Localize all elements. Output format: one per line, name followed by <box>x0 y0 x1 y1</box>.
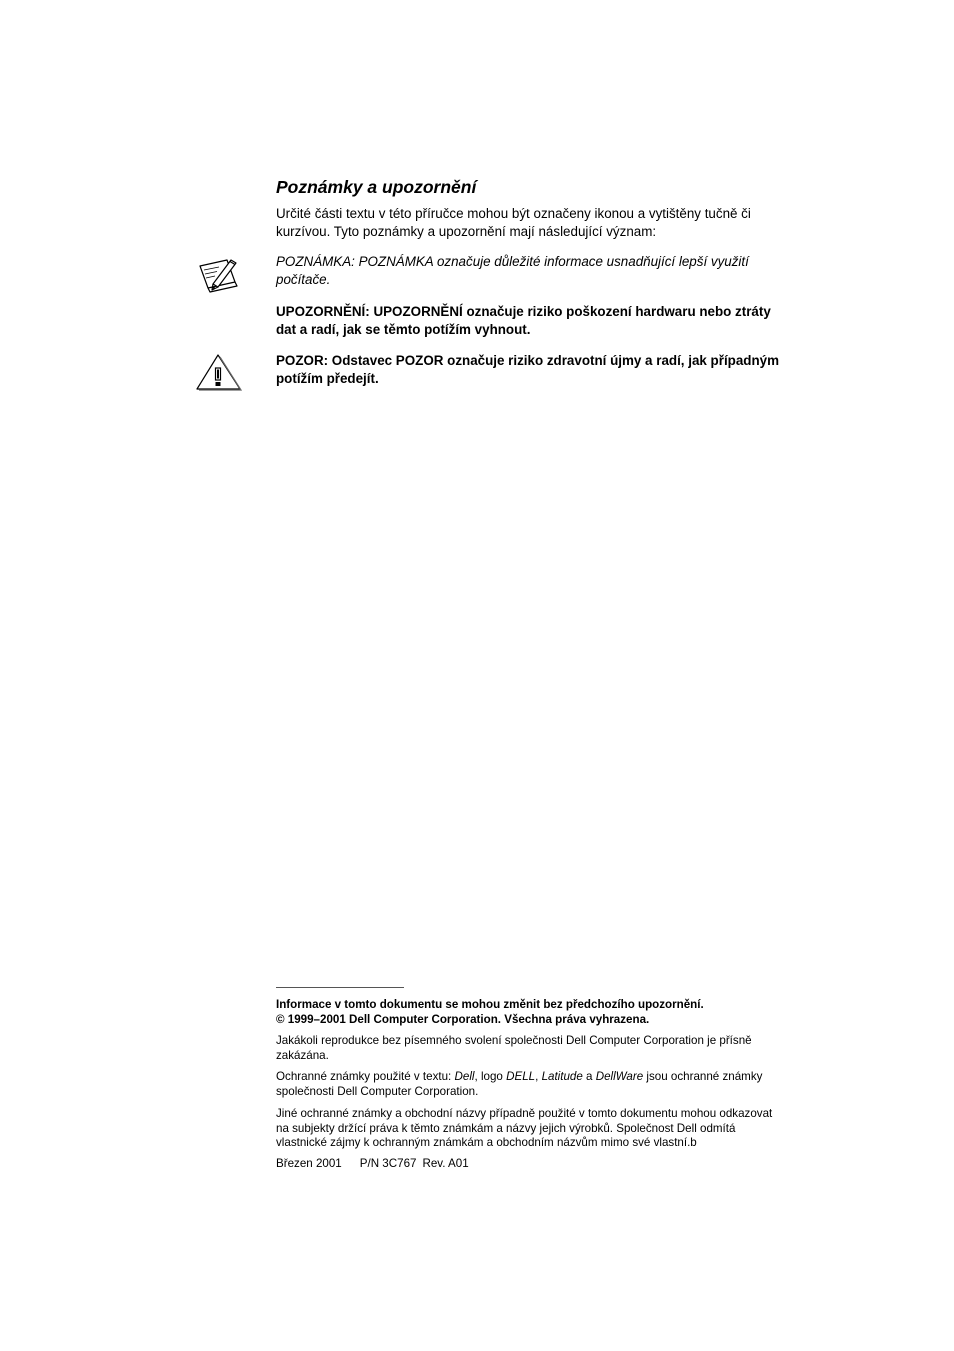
caution-line-1: POZOR: Odstavec POZOR označuje riziko zdravotní újmy a radí, jak případným <box>276 353 780 368</box>
caution-paragraph <box>276 352 824 388</box>
other-line-2: na subjekty držící práva k těmto známkám a názvy jejich výrobků. Společnost Dell odmítá <box>276 1121 736 1135</box>
trademarks-sep-2: , <box>535 1070 542 1083</box>
trademark-latitude: Latitude <box>541 1070 583 1083</box>
note-line-1: POZNÁMKA: POZNÁMKA označuje důležité informace usnadňující lepší využití <box>276 254 749 269</box>
notice-line-2: dat a radí, jak se těmto potížím vyhnout. <box>276 322 531 337</box>
reproduction-line-2: zakázána. <box>276 1048 329 1062</box>
note-line-2: počítače. <box>276 272 331 287</box>
legal-change-notice <box>276 998 824 1027</box>
trademark-dellware: DellWare <box>595 1070 644 1083</box>
notice-paragraph <box>276 303 824 339</box>
other-line-1: Jiné ochranné známky a obchodní názvy případně použité v tomto dokumentu mohou odkazovat <box>276 1107 773 1120</box>
other-line-3: vlastnické zájmy k ochranným známkám a obchodním názvům mimo své vlastní.b <box>276 1136 697 1149</box>
note-pencil-icon <box>197 254 241 294</box>
trademark-dell: Dell <box>454 1070 475 1083</box>
notice-line-1: UPOZORNĚNÍ: UPOZORNĚNÍ označuje riziko poškození hardwaru nebo ztráty <box>276 304 771 319</box>
intro-paragraph <box>276 205 824 241</box>
section-heading: Poznámky a upozornění <box>276 177 477 197</box>
note-paragraph <box>276 253 824 289</box>
intro-line-2: kurzívou. Tyto poznámky a upozornění mají následující význam: <box>276 224 657 239</box>
caution-line-2: potížím předejít. <box>276 371 379 386</box>
trademarks-line-2: společnosti Dell Computer Corporation. <box>276 1084 479 1098</box>
intro-line-1: Určité části textu v této příručce mohou být označeny ikonou a vytištěny tučně či <box>276 206 751 221</box>
caution-triangle-icon <box>195 352 243 392</box>
revision: Rev. A01 <box>422 1157 469 1170</box>
publication-date: Březen 2001 <box>276 1157 342 1170</box>
legal-other-trademarks <box>276 1107 824 1151</box>
part-number: P/N 3C767 <box>359 1157 417 1170</box>
trademarks-sep-1: , logo <box>474 1070 507 1083</box>
legal-trademarks <box>276 1070 824 1099</box>
trademark-dell-logo: DELL <box>506 1070 536 1083</box>
copyright-text: © 1999–2001 Dell Computer Corporation. Všechna práva vyhrazena. <box>276 1012 650 1026</box>
publication-info <box>276 1157 824 1172</box>
reproduction-line-1: Jakákoli reprodukce bez písemného svolení společnosti Dell Computer Corporation je přísně <box>276 1034 752 1047</box>
trademarks-sep-3: a <box>582 1070 596 1083</box>
legal-reproduction <box>276 1034 824 1063</box>
footnote-divider <box>276 987 404 988</box>
change-notice-text: Informace v tomto dokumentu se mohou změnit bez předchozího upozornění. <box>276 998 704 1011</box>
trademarks-suffix: jsou ochranné známky <box>643 1070 763 1083</box>
trademarks-prefix: Ochranné známky použité v textu: <box>276 1070 455 1083</box>
